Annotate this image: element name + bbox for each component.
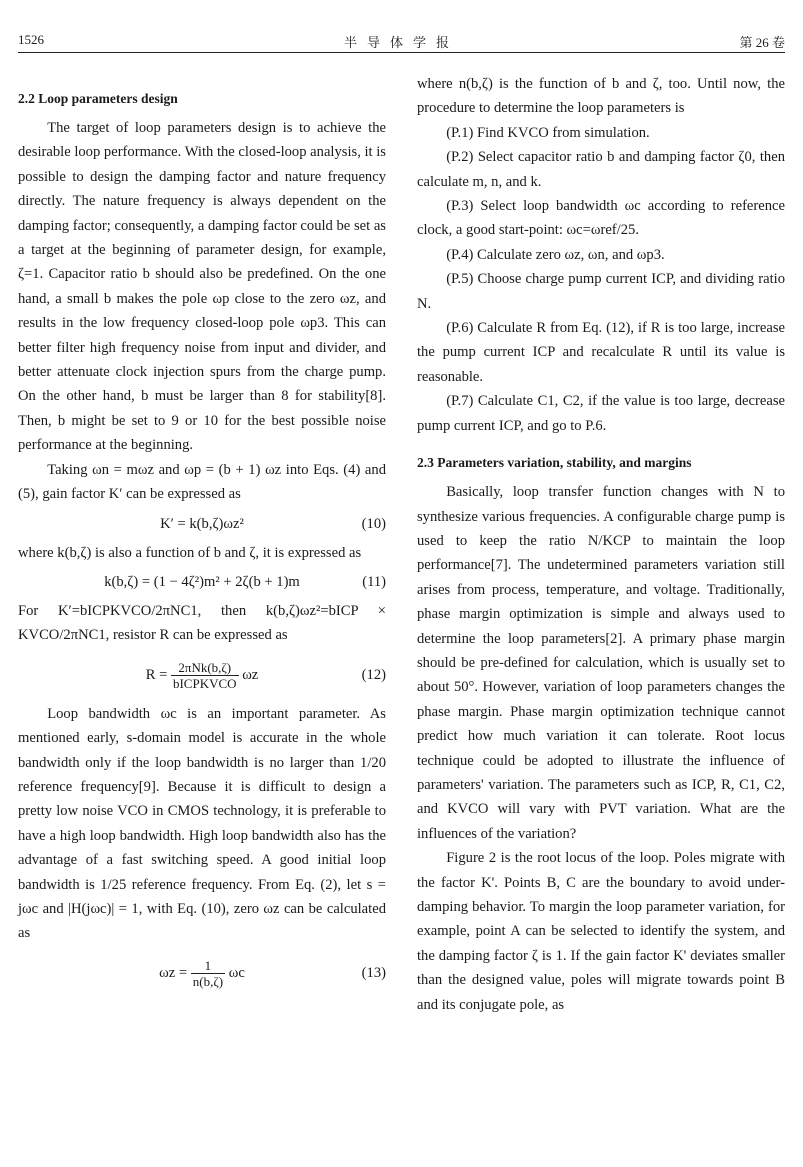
paragraph: Loop bandwidth ωc is an important parameter. As mentioned early, s-domain model is accurate in the whole bandwidth only if the loop bandwidth is no larger than 1/20 reference frequency[9]. Because it is difficult to design a pretty low noise VCO in CMOS technology, it is preferable to have a high loop bandwidth. High loop bandwidth also has the advantage of a fast switching speed. A good initial loop bandwidth is 1/25 reference frequency. From Eq. (2), let s = jωc and |H(jωc)| = 1, with Eq. (10), zero ωz can be calculated as: [18, 705, 386, 942]
procedure-step: (P.5) Choose charge pump current ICP, and dividing ratio N.: [417, 271, 785, 312]
equation-tail: ωc: [228, 964, 245, 981]
equation-10: [18, 513, 386, 535]
journal-title: 半导体学报: [343, 35, 459, 50]
procedure-step: (P.4) Calculate zero ωz, ωn, and ωp3.: [446, 246, 665, 263]
equation-number: (12): [361, 666, 386, 683]
right-column: [417, 72, 785, 1017]
section-heading-2-3: 2.3 Parameters variation, stability, and margins: [417, 455, 692, 471]
paragraph: For K′=bICPKVCO/2πNC1, then k(b,ζ)ωz²=bICP × KVCO/2πNC1, resistor R can be expressed as: [18, 602, 386, 644]
paragraph: Figure 2 is the root locus of the loop. Poles migrate with the factor K'. Points B, C are the boundary to avoid under-damping behavior. To margin the loop parameter variation, for example, point A can be selected to identify the system, and the damping factor ζ is 1. If the gain factor K' deviates smaller than the designed value, poles will migrate towards point B and its conjugate pole, as: [417, 850, 785, 1013]
equation-tail: ωz: [242, 666, 259, 683]
equation-lhs: R =: [145, 666, 168, 683]
equation-lhs: ωz =: [159, 964, 188, 981]
equation-number: (13): [361, 964, 386, 981]
procedure-step: (P.2) Select capacitor ratio b and damping factor ζ0, then calculate m, n, and k.: [417, 149, 785, 190]
procedure-step: (P.7) Calculate C1, C2, if the value is too large, decrease pump current ICP, and go to P.6.: [417, 393, 785, 434]
procedure-step: (P.1) Find KVCO from simulation.: [446, 124, 650, 141]
equation-fraction: [191, 958, 225, 989]
procedure-step: (P.3) Select loop bandwidth ωc according to reference clock, a good start-point: ωc=ωref/25.: [417, 198, 785, 239]
equation-13: [18, 952, 386, 994]
paragraph: where n(b,ζ) is the function of b and ζ, too. Until now, the procedure to determine the loop parameters is: [417, 76, 785, 117]
equation-number: (10): [361, 515, 386, 532]
fraction-numerator: 1: [191, 958, 225, 974]
page-header: [18, 30, 785, 53]
equation-12: [18, 654, 386, 696]
page-number: 1526: [18, 32, 44, 47]
equation-number: (11): [362, 573, 386, 590]
fraction-numerator: 2πNk(b,ζ): [171, 660, 239, 676]
paragraph: The target of loop parameters design is to achieve the desirable loop performance. With the closed-loop analysis, it is possible to design the damping factor and nature frequency directly. The nature frequency is always dependent on the damping factor; consequently, a damping factor could be set as a target at the beginning of parameter design, for example, ζ=1. Capacitor ratio b should also be predefined. On the one hand, a small b makes the pole ωp close to the zero ωz, and results in the low frequency closed-loop pole ωp3. This can better filter high frequency noise from input and divider, and better attenuate clock injection spurs from the charge pump. On the other hand, b must be larger than 8 for stability[8]. Then, b might be set to 9 or 10 for the best possible noise performance at the beginning.: [18, 120, 386, 454]
equation-11: [18, 571, 386, 593]
equation-fraction: [171, 660, 239, 691]
section-heading-2-2: 2.2 Loop parameters design: [18, 91, 178, 106]
procedure-step: (P.6) Calculate R from Eq. (12), if R is too large, increase the pump current ICP and recalculate R until its value is reasonable.: [417, 320, 785, 385]
paragraph: Taking ωn = mωz and ωp = (b + 1) ωz into Eqs. (4) and (5), gain factor K′ can be expressed as: [18, 461, 386, 503]
paragraph: Basically, loop transfer function changes with N to synthesize various frequencies. A configurable charge pump is used to keep the ratio N/KCP to maintain the loop performance[7]. The undetermined parameters variation still arises from process, temperature, and voltage. Traditionally, phase margin optimization is simple and always used to determine the loop parameters[2]. A primary phase margin should be pre-defined for calculation, which is usually set to about 50°. However, variation of loop parameters changes the phase margin. Phase margin optimization technique cannot predict how much variation it can tolerate. Root locus technique could be adopted to illustrate the influence of parameters' variation. The parameters such as ICP, R, C1, C2, and KVCO will vary with PVT variation. What are the influences of the variation?: [417, 484, 785, 842]
paragraph: where k(b,ζ) is also a function of b and ζ, it is expressed as: [18, 544, 362, 561]
equation-body: k(b,ζ) = (1 − 4ζ²)m² + 2ζ(b + 1)m: [104, 573, 300, 590]
volume-label: 第 26 卷: [739, 35, 785, 50]
fraction-denominator: n(b,ζ): [192, 973, 224, 989]
fraction-denominator: bICPKVCO: [172, 675, 237, 691]
left-column: [18, 72, 386, 1000]
equation-body: K′ = k(b,ζ)ωz²: [160, 515, 244, 532]
